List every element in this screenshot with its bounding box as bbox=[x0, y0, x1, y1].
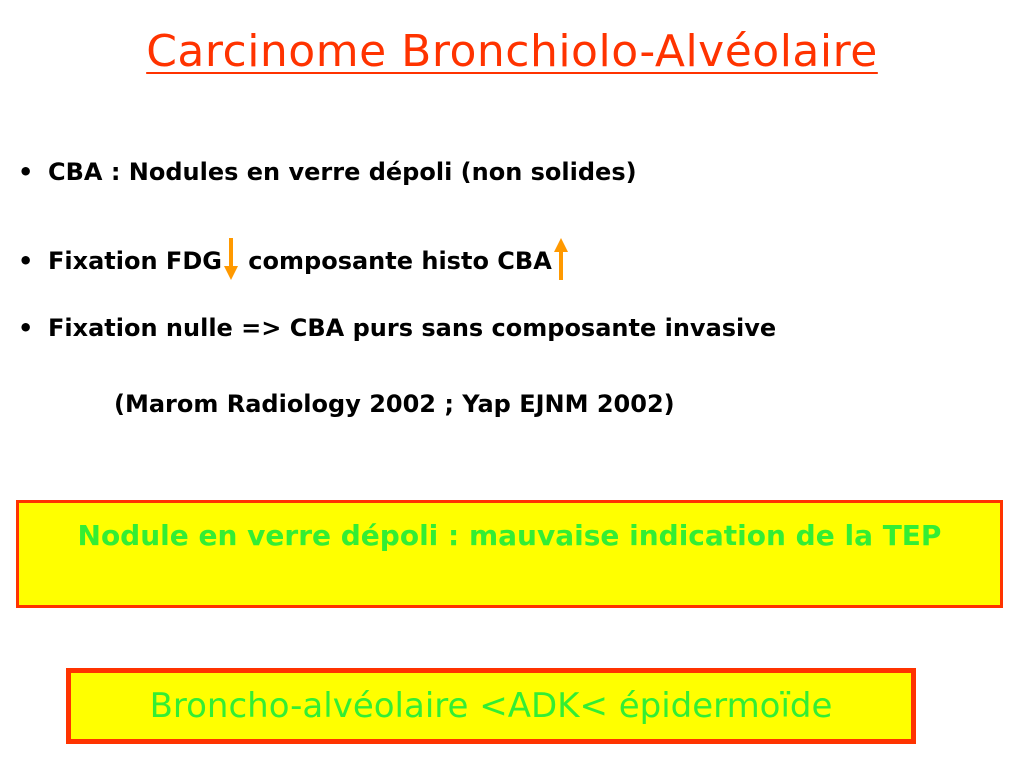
bullet-text: Fixation nulle => CBA purs sans composante invasive bbox=[48, 314, 777, 342]
conclusion-box bbox=[16, 500, 1003, 608]
arrow-up-icon bbox=[552, 236, 570, 288]
slide-title bbox=[0, 26, 1024, 77]
bullet-text: CBA : Nodules en verre dépoli (non solides) bbox=[48, 158, 637, 186]
title-text: Carcinome Bronchiolo-Alvéolaire bbox=[146, 26, 878, 77]
ranking-box bbox=[66, 668, 916, 744]
bullet-item-2 bbox=[18, 236, 570, 288]
bullet-marker: • bbox=[18, 158, 34, 186]
bullet-marker: • bbox=[18, 314, 34, 342]
bullet-item-1 bbox=[18, 158, 637, 186]
bullet-item-3 bbox=[18, 314, 776, 342]
ranking-text: Broncho-alvéolaire <ADK< épidermoïde bbox=[149, 686, 833, 726]
conclusion-text: Nodule en verre dépoli : mauvaise indication de la TEP bbox=[77, 519, 942, 552]
bullet-marker: • bbox=[18, 247, 34, 275]
bullet-text-part-2: composante histo CBA bbox=[239, 247, 552, 275]
arrow-down-icon bbox=[222, 236, 240, 288]
citation: (Marom Radiology 2002 ; Yap EJNM 2002) bbox=[114, 390, 675, 418]
bullet-text-part-1: Fixation FDG bbox=[48, 247, 222, 275]
